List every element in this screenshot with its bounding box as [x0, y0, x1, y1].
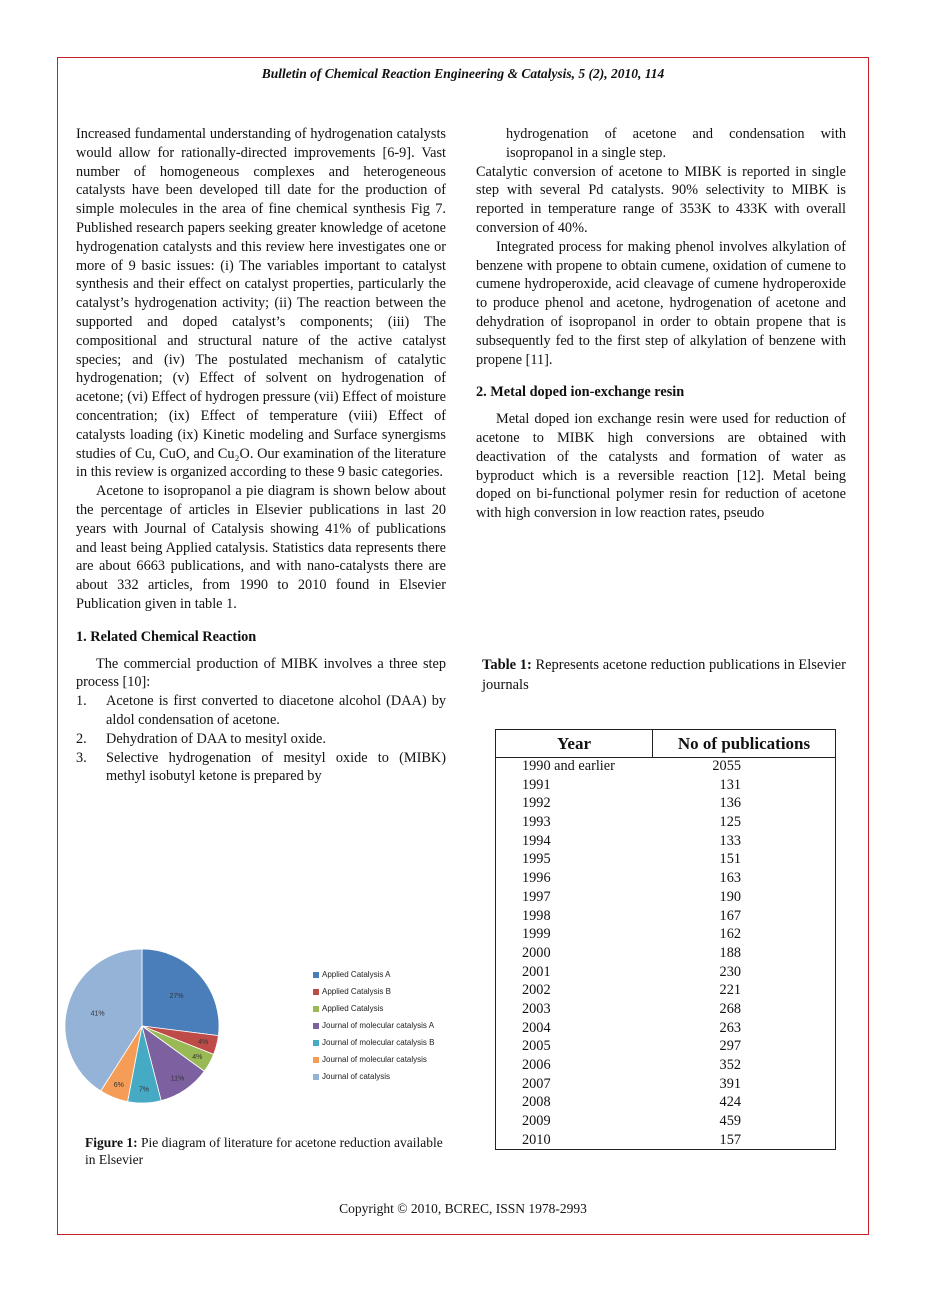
legend-label: Applied Catalysis B	[322, 987, 391, 996]
legend-swatch	[313, 1057, 319, 1063]
cell-year: 2004	[522, 1019, 551, 1036]
table-caption	[482, 655, 852, 695]
column-header-year: Year	[496, 730, 653, 757]
legend-swatch	[313, 972, 319, 978]
cell-publications: 459	[719, 1113, 741, 1130]
legend-swatch	[313, 1023, 319, 1029]
cell-year: 2002	[522, 982, 551, 999]
pie-value-label: 11%	[170, 1075, 185, 1083]
pie-value-label: 41%	[90, 1010, 105, 1018]
table-row	[496, 777, 835, 796]
table-row	[496, 1076, 835, 1095]
table-row	[496, 833, 835, 852]
phenol-process-paragraph: Integrated process for making phenol involves alkylation of benzene with propene to obtain cumene, oxidation of cumene to cumene hydroperoxide, acid cleavage of cumene hydroperoxide to produce phenol and acetone, hydrogenation of acetone and dehydration of isopropanol in order to obtain propene that is subsequently fed to the first step of alkylation of benzene with propene [11].	[476, 238, 846, 368]
cell-year: 1994	[522, 832, 551, 849]
cell-year: 1992	[522, 795, 551, 812]
cell-publications: 133	[719, 832, 741, 849]
table-row	[496, 1132, 835, 1151]
cell-publications: 125	[719, 814, 741, 831]
process-step: 1. Acetone is first converted to diacetone alcohol (DAA) by aldol condensation of acetone.	[76, 693, 446, 728]
cell-year: 1999	[522, 926, 551, 943]
pie-chart-svg	[62, 946, 232, 1116]
table-row	[496, 814, 835, 833]
pie-value-label: 27%	[169, 992, 184, 1000]
continued-step-text: hydrogenation of acetone and condensation with isopropanol in a single step.	[506, 126, 846, 161]
table-row	[496, 926, 835, 945]
table-row	[496, 982, 835, 1001]
journal-header: Bulletin of Chemical Reaction Engineering & Catalysis, 5 (2), 2010, 114	[261, 66, 665, 81]
legend-entry	[313, 966, 435, 983]
pie-value-label: 4%	[192, 1053, 203, 1061]
cell-publications: 268	[719, 1000, 741, 1017]
legend-label: Applied Catalysis A	[322, 970, 391, 979]
cell-publications: 157	[719, 1131, 741, 1148]
cell-year: 2010	[522, 1131, 551, 1148]
cell-publications: 424	[719, 1094, 741, 1111]
table-row	[496, 870, 835, 889]
process-steps-list	[76, 692, 446, 786]
table-row	[496, 1020, 835, 1039]
left-column	[76, 125, 446, 786]
cell-year: 1998	[522, 907, 551, 924]
pie-value-label: 7%	[138, 1086, 150, 1094]
mibk-process-paragraph: The commercial production of MIBK involves a three step process [10]:	[76, 655, 446, 691]
right-column	[476, 125, 846, 523]
cell-publications: 391	[719, 1075, 741, 1092]
cell-year: 2003	[522, 1000, 551, 1017]
legend-swatch	[313, 1006, 319, 1012]
cell-year: 1991	[522, 776, 551, 793]
figure-caption-label: Figure 1:	[85, 1135, 138, 1150]
process-step: 3. Selective hydrogenation of mesityl oxide to (MIBK) methyl isobutyl ketone is prepared by	[76, 749, 446, 785]
cell-publications: 136	[719, 795, 741, 812]
cell-publications: 162	[719, 926, 741, 943]
legend-label: Journal of molecular catalysis	[322, 1055, 427, 1064]
legend-entry	[313, 983, 435, 1000]
cell-publications: 167	[719, 907, 741, 924]
cell-publications: 131	[719, 776, 741, 793]
cell-year: 1995	[522, 851, 551, 868]
table-row	[496, 945, 835, 964]
table-row	[496, 1113, 835, 1132]
table-row	[496, 908, 835, 927]
table-row	[496, 1094, 835, 1113]
figure-caption	[85, 1134, 445, 1168]
cell-publications: 263	[719, 1019, 741, 1036]
pie-chart	[62, 946, 232, 1116]
legend-swatch	[313, 1074, 319, 1080]
copyright-footer: Copyright © 2010, BCREC, ISSN 1978-2993	[339, 1201, 587, 1216]
legend-label: Applied Catalysis	[322, 1004, 384, 1013]
legend-label: Journal of molecular catalysis B	[322, 1038, 435, 1047]
cell-year: 2005	[522, 1038, 551, 1055]
cell-publications: 352	[719, 1057, 741, 1073]
legend-swatch	[313, 1040, 319, 1046]
cell-publications: 151	[719, 851, 741, 868]
legend-entry	[313, 1000, 435, 1017]
pie-legend	[313, 966, 435, 1085]
table-row	[496, 1001, 835, 1020]
table-row	[496, 889, 835, 908]
cell-publications: 2055	[712, 758, 741, 774]
table-header-row	[496, 730, 835, 758]
table-body	[496, 758, 835, 1150]
cell-publications: 230	[719, 963, 741, 980]
process-step: 2. Dehydration of DAA to mesityl oxide.	[76, 730, 326, 747]
cell-year: 2000	[522, 944, 551, 961]
cell-publications: 221	[719, 982, 741, 999]
table-row	[496, 851, 835, 870]
cell-year: 2009	[522, 1113, 551, 1130]
legend-entry	[313, 1034, 435, 1051]
column-header-publications: No of publications	[677, 733, 811, 753]
table-caption-label: Table 1:	[482, 657, 532, 673]
cell-year: 2001	[522, 963, 551, 980]
legend-swatch	[313, 989, 319, 995]
table-row	[496, 964, 835, 983]
cell-publications: 297	[719, 1038, 741, 1055]
cell-publications: 190	[719, 888, 741, 905]
legend-entry	[313, 1068, 435, 1085]
legend-entry	[313, 1051, 435, 1068]
section-heading-metal-doped-resin: 2. Metal doped ion-exchange resin	[476, 384, 685, 401]
legend-entry	[313, 1017, 435, 1034]
cell-year: 1996	[522, 870, 551, 887]
publications-table	[495, 729, 836, 1150]
cell-publications: 188	[719, 944, 741, 961]
table-row	[496, 1057, 835, 1076]
pie-value-label: 4%	[198, 1039, 209, 1047]
pie-description-paragraph: Acetone to isopropanol a pie diagram is shown below about the percentage of articles in Elsevier publications in last 20 years with Journal of Catalysis showing 41% of publications and least being Applied catalysis. Statistics data represents there are about 6663 publications, and with nano-catalysts there are about 332 articles, from 1990 to 2010 found in Elsevier Publication given in table 1.	[76, 483, 446, 612]
cell-year: 2008	[522, 1094, 551, 1111]
cell-publications: 163	[719, 870, 741, 887]
legend-label: Journal of catalysis	[322, 1072, 391, 1081]
cell-year: 1990 and earlier	[522, 758, 615, 774]
section-heading-related-reaction: 1. Related Chemical Reaction	[76, 628, 257, 645]
intro-paragraph: Increased fundamental understanding of hydrogenation catalysts would allow for rationally-directed improvements [6-9]. Vast number of homogeneous complexes and heterogeneous catalysts have been developed till date for the production of simple molecules in the area of fine chemical synthesis Fig 7. Published research papers seeking greater knowledge of acetone hydrogenation catalysts and this review here investigates one or more of 9 basic issues: (i) The variables important to catalyst synthesis and their effect on catalyst properties, particularly the catalyst’s hydrogenation activity; (ii) The reaction between the supported and doped catalyst’s components; (iii) The compositional and structural nature of the active catalyst species; and (iv) The postulated mechanism of catalytic hydrogenation; (v) Effect of solvent on hydrogenation of acetone; (vi) Effect of hydrogen pressure (vii) Effect of moisture concentration; (ix) Effect of temperature (viii) Effect of catalysts loading (ix) Kinetic modeling and Surface synergisms studies of Cu, CuO, and Cu₂O. Our examination of the literature in this review is organized according to these 9 basic categories.	[76, 126, 446, 481]
table-row	[496, 758, 835, 777]
table-row	[496, 1038, 835, 1057]
legend-label: Journal of molecular catalysis A	[322, 1021, 435, 1030]
cell-year: 2006	[522, 1057, 551, 1073]
cell-year: 1997	[522, 888, 551, 905]
pie-value-label: 6%	[113, 1082, 124, 1090]
cell-year: 1993	[522, 814, 551, 831]
cell-year: 2007	[522, 1075, 551, 1092]
resin-paragraph: Metal doped ion exchange resin were used for reduction of acetone to MIBK high conversions are obtained with deactivation of the catalysts and formation of water as byproduct which is a reversible reaction [12]. Metal being doped on bi-functional polymer resin for reduction of acetone with high conversion in low reaction rates, pseudo	[476, 411, 846, 522]
figure-caption-text: Pie diagram of literature for acetone reduction available in Elsevier	[85, 1135, 443, 1167]
catalytic-conversion-paragraph: Catalytic conversion of acetone to MIBK is reported in single step with several Pd catalysts. 90% selectivity to MIBK is reported in temperature range of 353K to 433K with overall conversion of 40%.	[476, 163, 846, 236]
table-caption-text: Represents acetone reduction publications in Elsevier journals	[482, 657, 846, 693]
table-row	[496, 795, 835, 814]
